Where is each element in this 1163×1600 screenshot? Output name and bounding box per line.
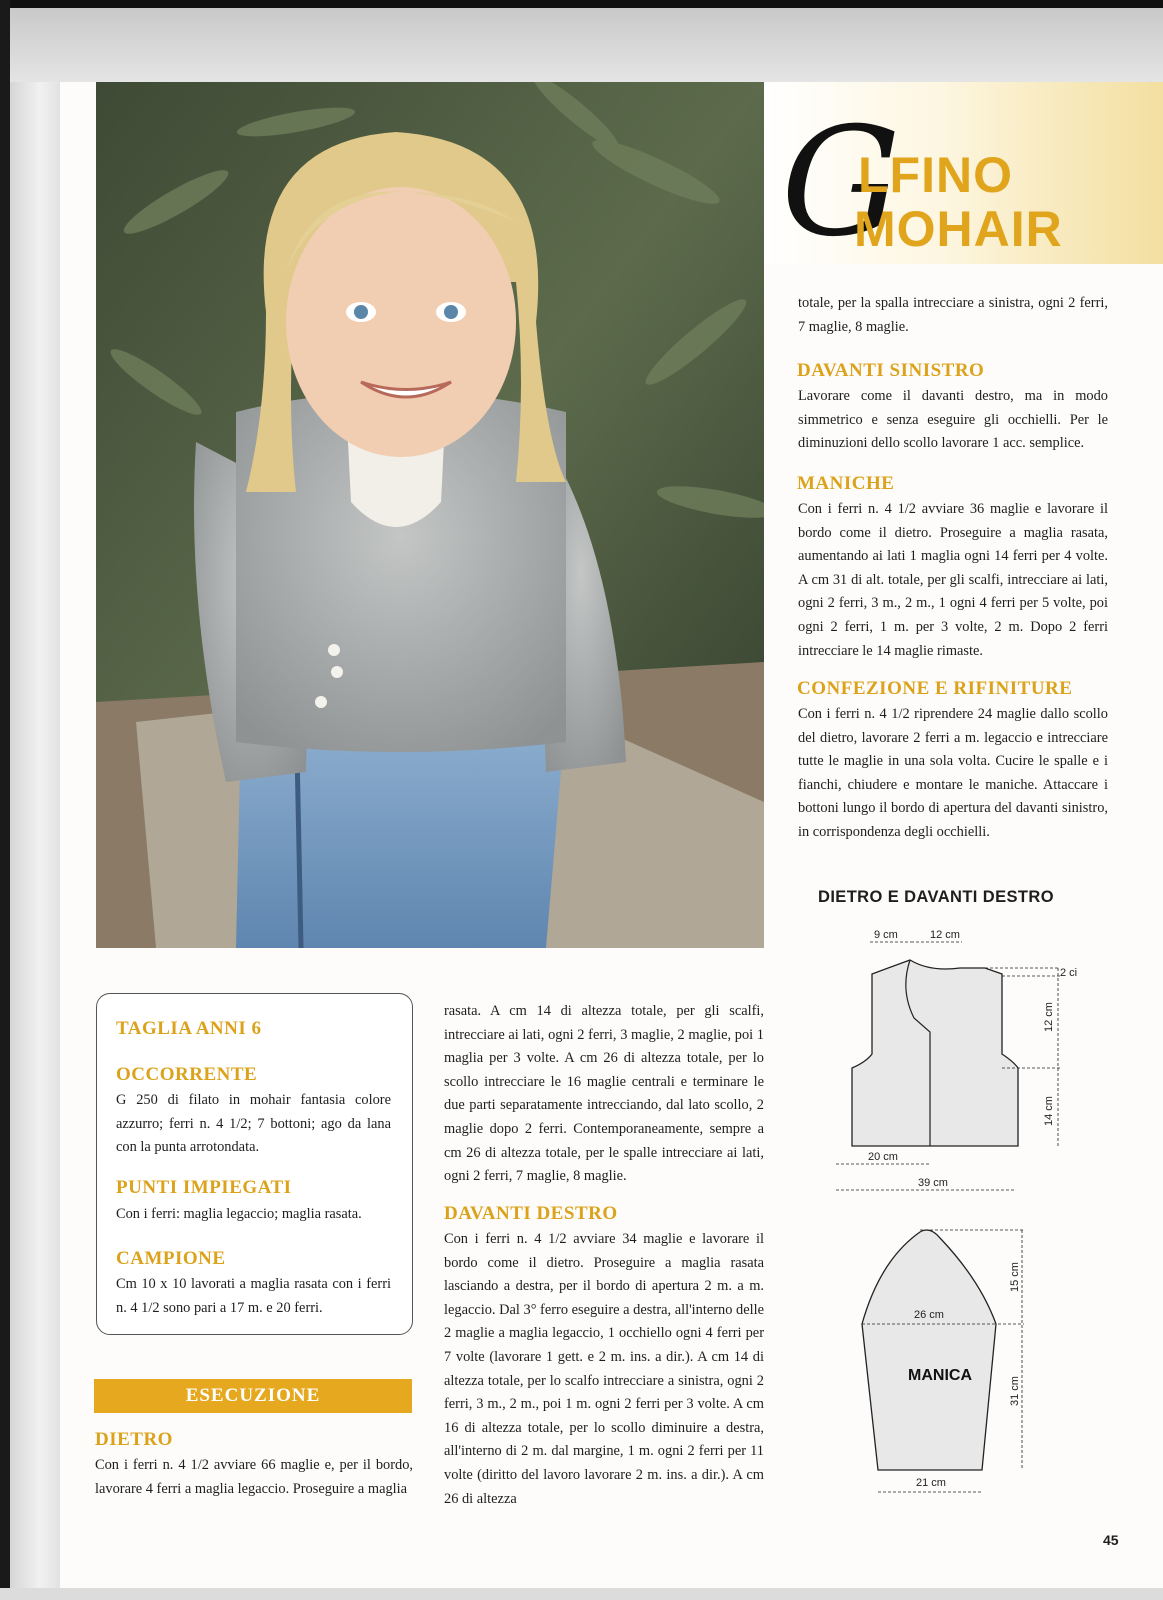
dim-21cm: 21 cm (916, 1477, 946, 1489)
heading-occorrente: OCCORRENTE (116, 1064, 258, 1085)
heading-davanti-destro: DAVANTI DESTRO (444, 1203, 618, 1224)
dim-15cm: 15 cm (1009, 1262, 1021, 1292)
title-line-2: MOHAIR (854, 201, 1063, 257)
right-col-intro: totale, per la spalla intrecciare a sinistra, ogni 2 ferri, 7 maglie, 8 maglie. (798, 295, 1108, 335)
dim-20cm: 20 cm (868, 1151, 898, 1163)
heading-confezione: CONFEZIONE E RIFINITURE (797, 678, 1073, 699)
text-maniche: Con i ferri n. 4 1/2 avviare 36 maglie e lavorare il bordo come il dietro. Proseguire a maglia rasata, aumentando ai lati 1 maglia ogni 14 ferri per 4 volte. A cm 31 di alt. totale, per gli scalfi, intrecciare ai lati, ogni 2 ferri, 3 m., 2 m., 1 ogni 4 ferri per 5 volte, poi ogni 2 ferri, 1 m. per 3 volte, 2 m. Dopo 2 ferri intrecciare le 14 maglie rimaste. (798, 501, 1108, 659)
pattern-diagrams (820, 920, 1150, 1520)
title-line-1: LFINO (858, 147, 1013, 203)
sleeve-label: MANICA (908, 1367, 972, 1384)
text-dietro: Con i ferri n. 4 1/2 avviare 66 maglie e, per il bordo, lavorare 4 ferri a maglia legaccio. Proseguire a maglia (95, 1457, 413, 1497)
text-confezione: Con i ferri n. 4 1/2 riprendere 24 maglie dallo scollo del dietro, lavorare 2 ferri a m. legaccio e intrecciare tutte le maglie in una sola volta. Cucire le spalle e i fianchi, chiudere e montare le maniche. Attaccare i bottoni lungo il bordo di apertura del davanti sinistro, in corrispondenza degli occhielli. (798, 706, 1108, 840)
heading-taglia: TAGLIA ANNI 6 (116, 1018, 262, 1039)
text-davanti-destro: Con i ferri n. 4 1/2 avviare 34 maglie e lavorare il bordo come il dietro. Proseguire a maglia rasata lasciando a destra, per il bordo di apertura 2 m. a m. legaccio. Dal 3° ferro eseguire a destra, all'interno delle 2 maglie a maglia legaccio, 1 occhiello ogni 4 ferri per 7 volte (lavorare 1 gett. e 2 m. ins. a dir.). A cm 14 di altezza totale, per lo scalfo intrecciare a sinistra, ogni 2 ferri, 3 m., 2 m., poi 1 m. ogni 2 ferri per 3 volte. A cm 16 di altezza totale, per lo scollo diminuire a destra, all'interno di 2 m. dal margine, 1 m. ogni 2 ferri per 11 volte (diritto del lavoro lavorare 2 m. ins. a dir.). A cm 26 di altezza (444, 1231, 764, 1507)
dim-39cm: 39 cm (918, 1177, 948, 1189)
text-punti: Con i ferri: maglia legaccio; maglia rasata. (116, 1206, 362, 1222)
dim-12cm-top: 12 cm (930, 929, 960, 941)
text-davanti-sinistro: Lavorare come il davanti destro, ma in modo simmetrico e senza eseguire gli occhielli. Per le diminuzioni dello scollo lavorare 1 acc. semplice. (798, 388, 1108, 452)
dim-14cm: 14 cm (1043, 1096, 1055, 1126)
sleeve-piece-shape (862, 1230, 996, 1470)
heading-dietro: DIETRO (95, 1429, 173, 1450)
page-spine (10, 82, 60, 1588)
heading-davanti-sinistro: DAVANTI SINISTRO (797, 360, 985, 381)
scan-edge-bottom (0, 1588, 1163, 1600)
heading-maniche: MANICHE (797, 473, 895, 494)
dim-9cm: 9 cm (874, 929, 898, 941)
section-bar-esecuzione: ESECUZIONE (94, 1379, 412, 1413)
heading-campione: CAMPIONE (116, 1248, 226, 1269)
text-occorrente: G 250 di filato in mohair fantasia colore azzurro; ferri n. 4 1/2; 7 bottoni; ago da lana con la punta arrotondata. (116, 1092, 391, 1156)
photo-girl-mohair-sweater (96, 82, 764, 948)
text-campione: Cm 10 x 10 lavorati a maglia rasata con i ferri n. 4 1/2 sono pari a 17 m. e 20 ferri. (116, 1276, 391, 1316)
scan-edge-left (0, 0, 10, 1600)
dim-31cm: 31 cm (1009, 1376, 1021, 1406)
heading-punti: PUNTI IMPIEGATI (116, 1177, 292, 1198)
scan-edge-top (0, 0, 1163, 8)
body-piece-shape (852, 960, 1018, 1146)
dim-2cm: 2 ci (1060, 967, 1078, 979)
page-number: 45 (1103, 1532, 1119, 1548)
mid-col-text: rasata. A cm 14 di altezza totale, per gli scalfi, intrecciare ai lati, ogni 2 ferri, 3 maglie, 2 maglie, poi 1 maglia per 3 volte. A cm 26 di altezza totale, per lo scollo intrecciare le 16 maglie centrali e terminare le due parti separatamente intrecciando, dal lato scollo, 2 maglie dopo 2 ferri. Contemporaneamente, sempre a cm 26 di altezza totale, per le spalle intrecciare ai lati, ogni 2 ferri, 7 maglie, 8 maglie. (444, 1003, 764, 1185)
diagram-title: DIETRO E DAVANTI DESTRO (818, 888, 1054, 906)
scan-background (10, 8, 1163, 82)
dim-12cm-side: 12 cm (1043, 1002, 1055, 1032)
dim-26cm: 26 cm (914, 1309, 944, 1321)
title-initial: G (781, 96, 901, 270)
